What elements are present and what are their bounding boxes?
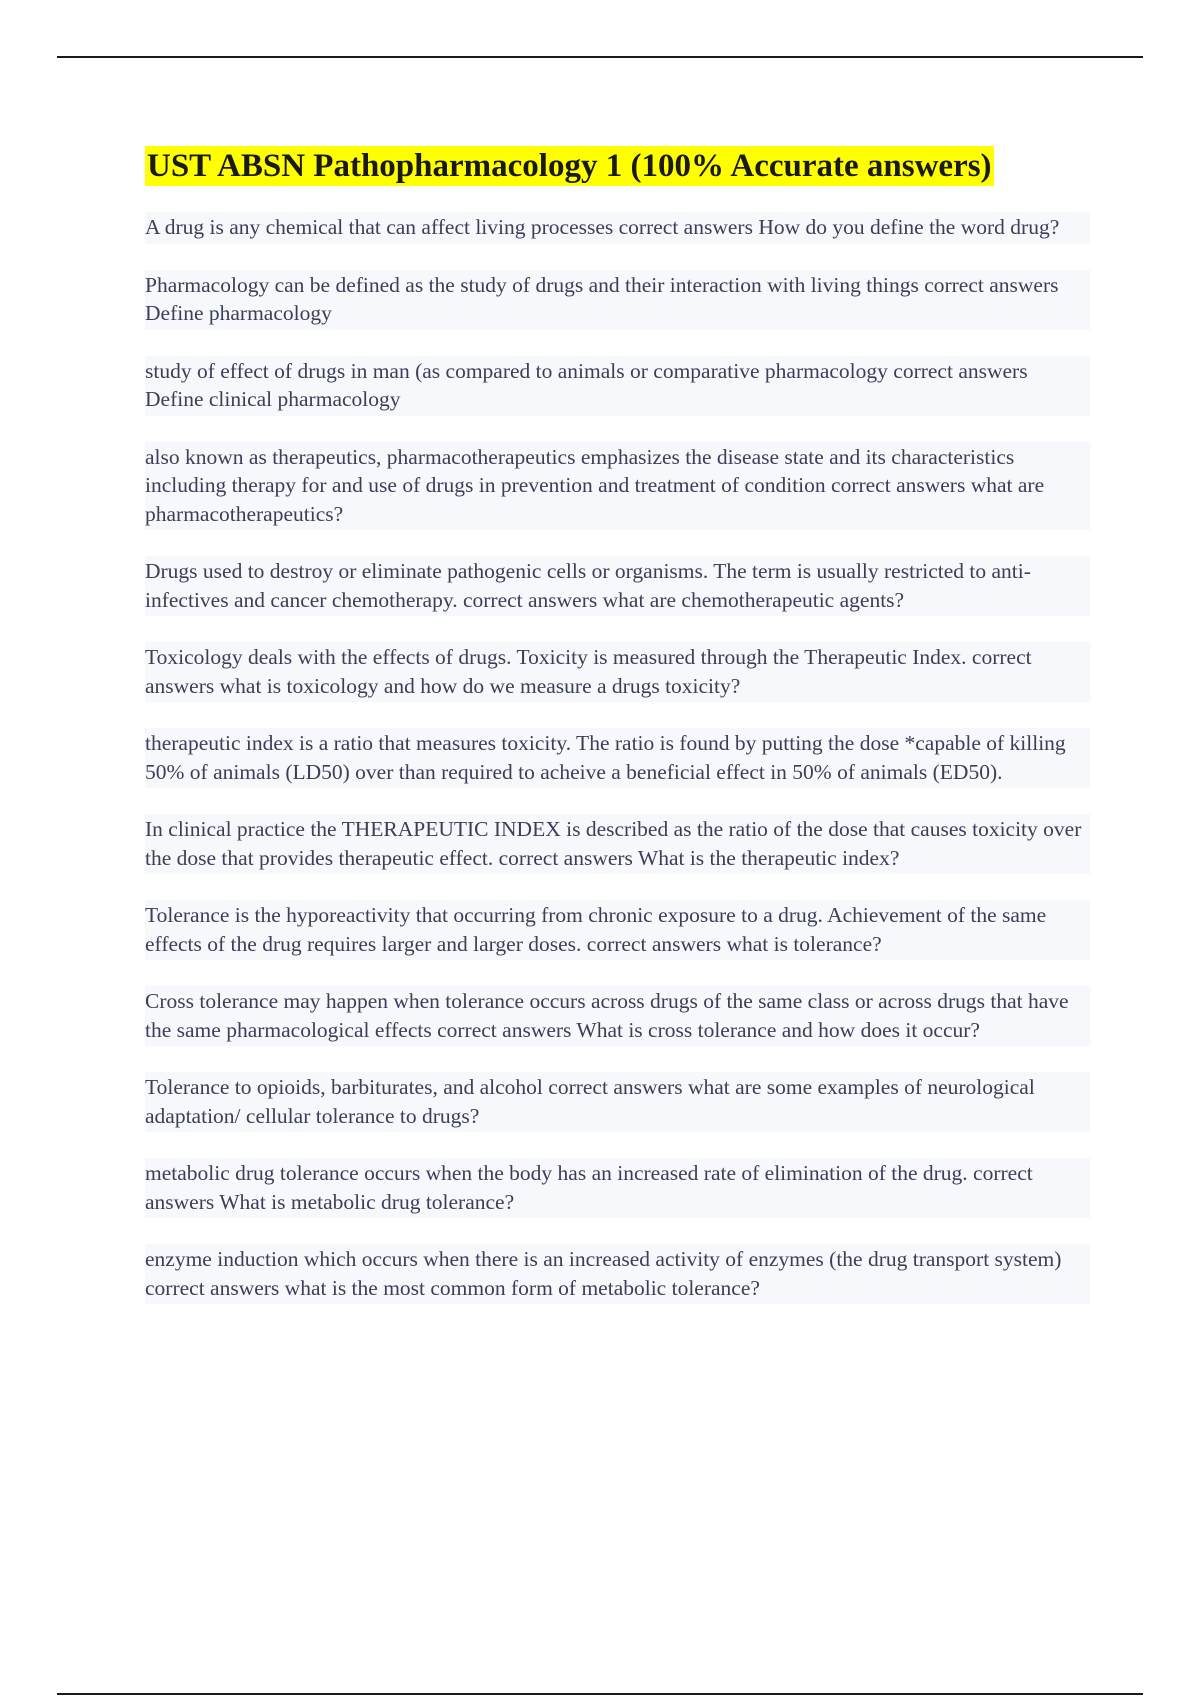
footer-rule <box>57 1693 1143 1695</box>
qa-item: metabolic drug tolerance occurs when the body has an increased rate of elimination of the drug. correct answers What is metabolic drug tolerance? <box>145 1158 1090 1218</box>
qa-item: Pharmacology can be defined as the study of drugs and their interaction with living things correct answers Define pharmacology <box>145 270 1090 330</box>
qa-item: therapeutic index is a ratio that measures toxicity. The ratio is found by putting the dose *capable of killing 50% of animals (LD50) over than required to acheive a beneficial effect in 50% of animals (ED50). <box>145 728 1090 788</box>
qa-item: A drug is any chemical that can affect living processes correct answers How do you define the word drug? <box>145 212 1090 244</box>
document-title <box>145 142 994 190</box>
qa-item: enzyme induction which occurs when there is an increased activity of enzymes (the drug transport system) correct answers what is the most common form of metabolic tolerance? <box>145 1244 1090 1304</box>
qa-item: Toxicology deals with the effects of drugs. Toxicity is measured through the Therapeutic Index. correct answers what is toxicology and how do we measure a drugs toxicity? <box>145 642 1090 702</box>
title-highlight: UST ABSN Pathopharmacology 1 (100% Accurate answers) <box>147 148 992 184</box>
qa-item: also known as therapeutics, pharmacotherapeutics emphasizes the disease state and its characteristics including therapy for and use of drugs in prevention and treatment of condition correct answers what are pharmacotherapeutics? <box>145 442 1090 531</box>
qa-item: Tolerance to opioids, barbiturates, and alcohol correct answers what are some examples of neurological adaptation/ cellular tolerance to drugs? <box>145 1072 1090 1132</box>
qa-item: Tolerance is the hyporeactivity that occurring from chronic exposure to a drug. Achievement of the same effects of the drug requires larger and larger doses. correct answers what is tolerance? <box>145 900 1090 960</box>
header-rule <box>57 56 1143 58</box>
qa-item: Drugs used to destroy or eliminate pathogenic cells or organisms. The term is usually restricted to anti-infectives and cancer chemotherapy. correct answers what are chemotherapeutic agents? <box>145 556 1090 616</box>
qa-list <box>145 212 1090 1330</box>
qa-item: study of effect of drugs in man (as compared to animals or comparative pharmacology correct answers Define clinical pharmacology <box>145 356 1090 416</box>
qa-item: Cross tolerance may happen when tolerance occurs across drugs of the same class or across drugs that have the same pharmacological effects correct answers What is cross tolerance and how does it occur? <box>145 986 1090 1046</box>
qa-item: In clinical practice the THERAPEUTIC INDEX is described as the ratio of the dose that causes toxicity over the dose that provides therapeutic effect. correct answers What is the therapeutic index? <box>145 814 1090 874</box>
